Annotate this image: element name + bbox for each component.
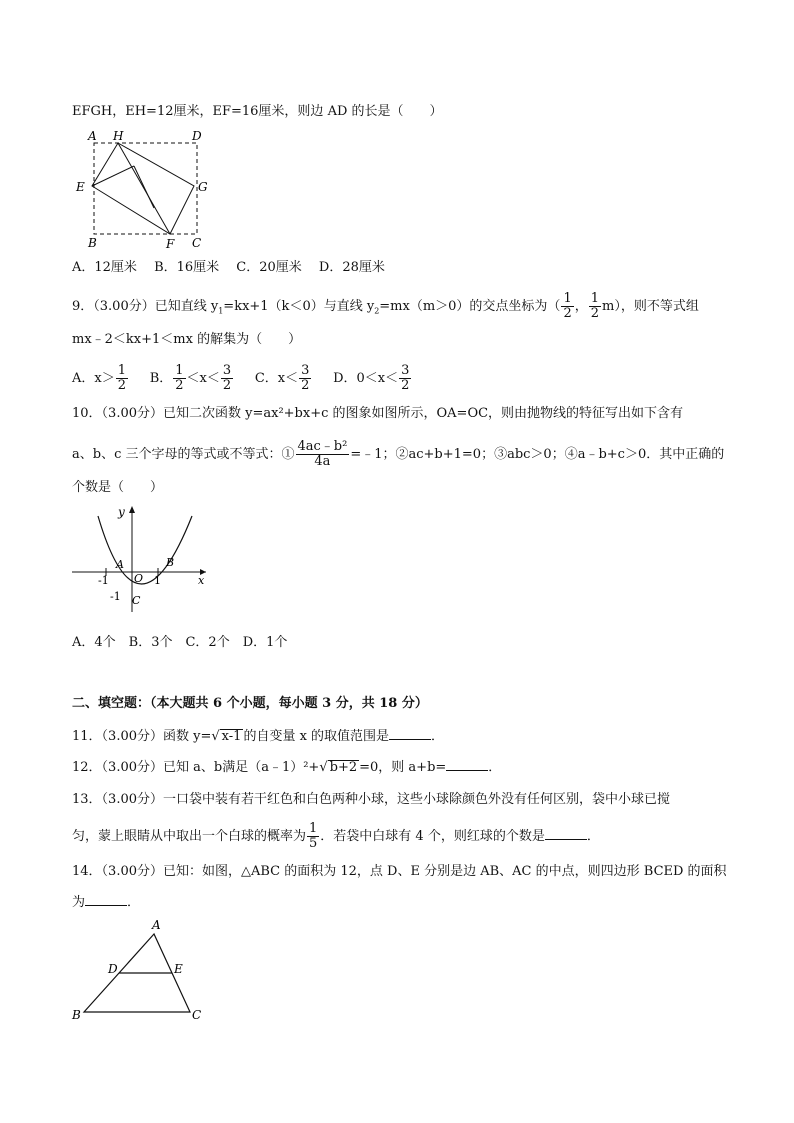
q8-rectangle-figure	[72, 124, 222, 252]
q9-option-d: D．0＜x＜ $\frac{3}{2}$	[333, 363, 410, 393]
q9-stem: 9．（3.00分）已知直线 $y_1=kx+1(k<0)$与直线 $y_2=mx(m>0)$的交点坐标为（ $\frac{1}{2}$ ， $\frac{1}{2}$ m），则不等式组	[72, 291, 699, 321]
q9-fraction-2: $\frac{1}{2}$	[590, 291, 600, 321]
q8-label-B: B	[88, 236, 97, 250]
q11: 11．（3.00分）函数 y=√ x-1 的自变量 x 的取值范围是 ．	[72, 729, 445, 744]
q13-fraction: $\frac{1}{5}$	[309, 821, 318, 851]
q14-label-A: A	[152, 918, 161, 932]
q9-options	[72, 364, 412, 393]
q14-line1: 14．（3.00分）已知：如图，△ABC 的面积为 12，点 D、E 分别是边 AB、AC 的中点，则四边形 BCED 的面积	[72, 864, 727, 879]
q12: 12．（3.00分）已知 a、b满足（a﹣1）²+√ b+2 =0，则 a+b= ．	[72, 760, 502, 775]
q8-label-G: G	[198, 180, 208, 194]
q13-line2: 匀，蒙上眼睛从中取出一个白球的概率为 $\frac{1}{5}$ ．若袋中白球有 4 个，则红球的个数是 ．	[72, 821, 600, 851]
q9-line2: mx﹣2＜kx+1＜mx 的解集为（ ）	[72, 332, 302, 347]
q10-label-1: 1	[154, 574, 161, 587]
q10-line3: 个数是（ ）	[72, 480, 164, 495]
q8-label-E: E	[76, 180, 85, 194]
q8-label-H: H	[113, 129, 124, 143]
q8-label-A: A	[88, 129, 97, 143]
q9-option-b: B． $\frac{1}{2}$ ＜x＜ $\frac{3}{2}$	[149, 363, 232, 393]
q13-answer-blank[interactable]	[545, 827, 587, 840]
q12-answer-blank[interactable]	[446, 758, 488, 771]
q8-label-C: C	[192, 236, 202, 250]
q10-label-neg1-y: -1	[110, 590, 121, 603]
q8-label-F: F	[166, 237, 175, 251]
q10-label-O: O	[134, 572, 144, 585]
q10-line2: a、b、c 三个字母的等式或不等式：① $\frac{\text{4ac﹣b²}}{4a}$ =﹣1；②ac+b+1=0；③abc＞0；④a﹣b+c＞0．其中正确的	[72, 439, 725, 469]
q14-answer-blank[interactable]	[85, 893, 127, 906]
q10-parabola-figure	[70, 502, 210, 614]
q10-line1: 10．（3.00分）已知二次函数 y=ax²+bx+c 的图象如图所示，OA=OC，则由抛物线的特征写出如下含有	[72, 406, 684, 421]
q11-answer-blank[interactable]	[389, 727, 431, 740]
q10-label-C: C	[132, 594, 141, 607]
q14-label-D: D	[108, 962, 118, 976]
q10-options: A．4个 B．3个 C．2个 D．1个	[72, 635, 288, 650]
q10-fraction: $\frac{\text{4ac﹣b²}}{4a}$	[297, 439, 348, 469]
q8-label-D: D	[192, 129, 202, 143]
q10-label-B: B	[166, 556, 175, 569]
q14-line2: 为 ．	[72, 895, 141, 910]
section2-title: 二、填空题：（本大题共 6 个小题，每小题 3 分，共 18 分）	[72, 696, 428, 711]
q9-option-c: C．x＜ $\frac{3}{2}$	[254, 363, 310, 393]
q14-label-C: C	[192, 1008, 202, 1022]
q14-triangle-figure	[68, 914, 218, 1024]
q13-line1: 13．（3.00分）一口袋中装有若干红色和白色两种小球，这些小球除颜色外没有任何区别，袋中小球已搅	[72, 792, 670, 807]
q14-label-E: E	[174, 962, 183, 976]
q9-fraction-1: $\frac{1}{2}$	[563, 291, 572, 321]
q14-label-B: B	[72, 1008, 81, 1022]
q10-label-neg1-x: -1	[98, 574, 109, 587]
q10-label-x: x	[198, 574, 205, 587]
q8-options: A．12厘米 B．16厘米 C．20厘米 D．28厘米	[72, 260, 385, 275]
q10-label-y: y	[118, 505, 125, 519]
q10-label-A: A	[116, 558, 124, 571]
q9-option-a: A．x＞ $\frac{1}{2}$	[72, 363, 127, 393]
q8-stem: EFGH，EH=12厘米，EF=16厘米，则边 AD 的长是（ ）	[72, 104, 443, 119]
